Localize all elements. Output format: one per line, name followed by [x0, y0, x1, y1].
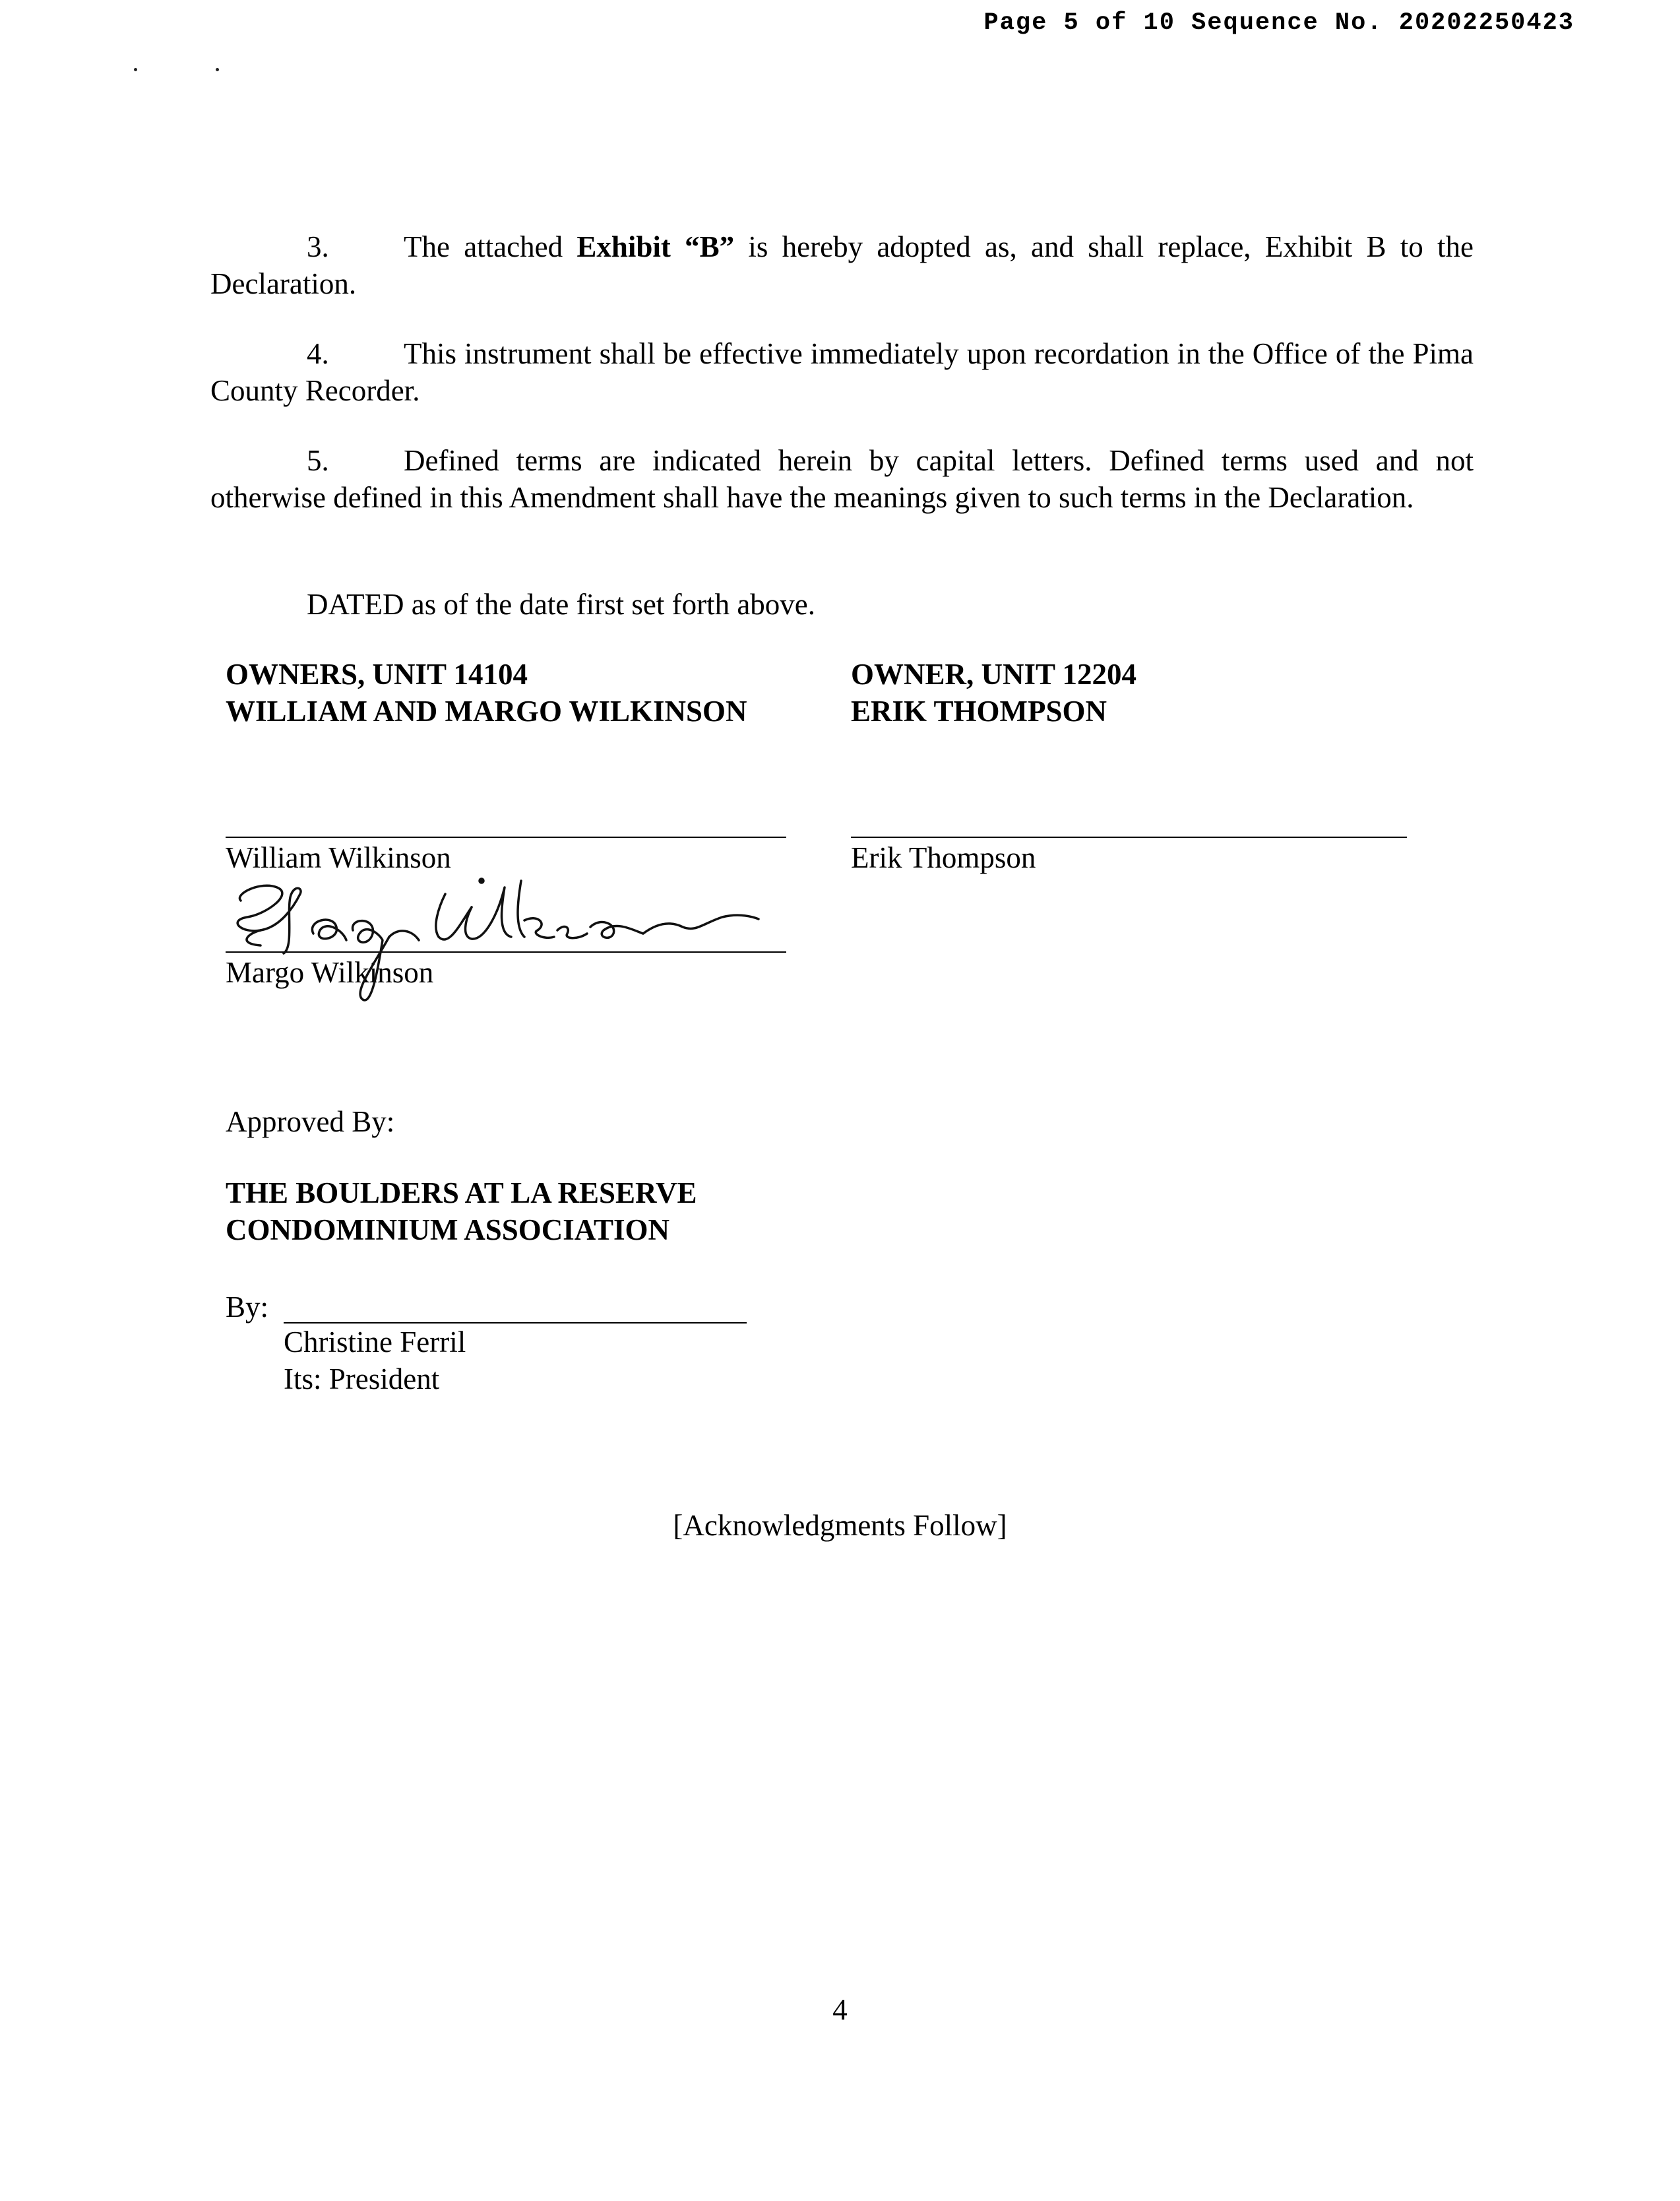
right-owner-name: ERIK THOMPSON: [851, 695, 1107, 728]
margo-handwritten-signature: [221, 868, 775, 1033]
paragraph-number: 4.: [307, 337, 329, 370]
paragraph-5: [210, 442, 1474, 516]
paragraph-number: 5.: [307, 444, 329, 477]
paragraph-text: The attached Exhibit “B” is hereby adopted as, and shall replace, Exhibit B to the Declaration.: [210, 230, 1474, 300]
association-name-line-2: CONDOMINIUM ASSOCIATION: [226, 1213, 669, 1246]
scan-speck: [134, 68, 137, 71]
signature-line: [226, 837, 786, 838]
paragraph-number: 3.: [307, 230, 329, 263]
paragraph-text: Defined terms are indicated herein by capital letters. Defined terms used and not otherwise defined in this Amendment shall have the meanings given to such terms in the Declaration.: [210, 444, 1474, 514]
scan-speck: [216, 68, 219, 71]
acknowledgments-note: [Acknowledgments Follow]: [673, 1509, 1007, 1542]
paragraph-3: [210, 228, 1474, 302]
page-number: 4: [832, 1993, 848, 2026]
president-title: Its: President: [284, 1362, 440, 1395]
signer-name-william: William Wilkinson: [226, 841, 451, 874]
dated-line: DATED as of the date first set forth above.: [307, 588, 816, 621]
left-owner-names: WILLIAM AND MARGO WILKINSON: [226, 695, 747, 728]
paragraph-4: [210, 335, 1474, 409]
president-name: Christine Ferril: [284, 1325, 466, 1358]
signer-name-erik: Erik Thompson: [851, 841, 1036, 874]
signature-line: [851, 837, 1407, 838]
signer-name-margo: Margo Wilkinson: [226, 956, 434, 989]
left-owner-unit: OWNERS, UNIT 14104: [226, 658, 528, 691]
recording-stamp: Page 5 of 10 Sequence No. 20202250423: [983, 9, 1574, 37]
exhibit-reference: Exhibit “B”: [576, 230, 735, 263]
signature-line: [284, 1322, 747, 1324]
paragraph-text: This instrument shall be effective immediately upon recordation in the Office of the Pima County Recorder.: [210, 337, 1474, 407]
by-label: By:: [226, 1291, 269, 1324]
right-owner-unit: OWNER, UNIT 12204: [851, 658, 1136, 691]
approved-by-label: Approved By:: [226, 1105, 395, 1138]
association-name-line-1: THE BOULDERS AT LA RESERVE: [226, 1176, 697, 1209]
